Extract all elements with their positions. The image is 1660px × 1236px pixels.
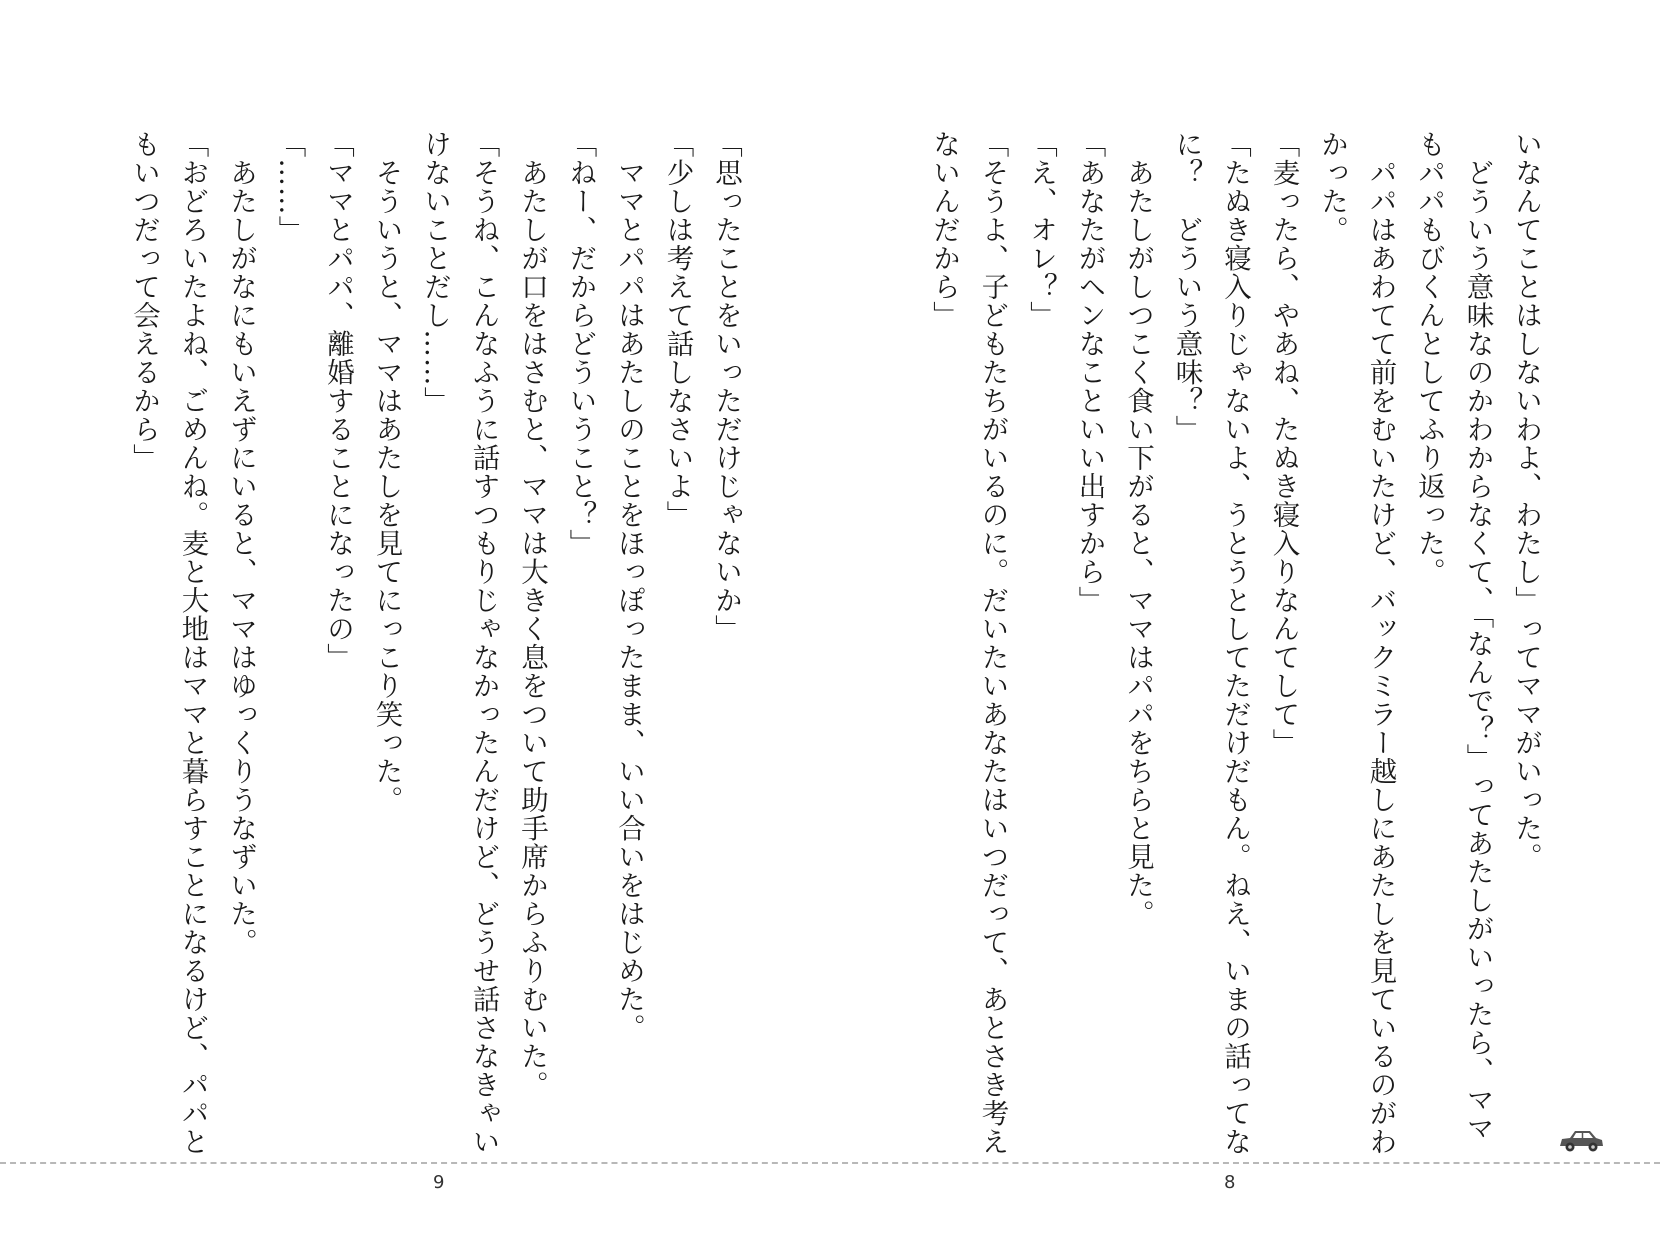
text-line: に？ どういう意味？」 xyxy=(1170,130,1203,444)
text-line: どういう意味なのかわからなくて、「なんで？」ってあたしがいったら、ママ xyxy=(1461,130,1494,1143)
text-line: 「ママとパパ、離婚することになったの」 xyxy=(322,130,354,672)
text-line: 「少しは考えて話しなさいよ」 xyxy=(661,130,694,529)
text-line: もパパもびくんとしてふり返った。 xyxy=(1413,130,1445,586)
right-page-body xyxy=(925,130,1550,1156)
page-number-right: 8 xyxy=(1224,1172,1236,1193)
text-line: いなんてことはしないわよ、わたし」ってママがいった。 xyxy=(1510,130,1542,871)
text-line: 「え、オレ？」 xyxy=(1025,130,1057,330)
left-page xyxy=(128,130,750,1156)
text-line: 「ねー、だからどういうこと？」 xyxy=(564,130,597,558)
text-line: 「麦ったら、やあね、たぬき寝入りなんてして」 xyxy=(1267,130,1300,757)
text-line: けないことだし……」 xyxy=(419,130,451,415)
car-icon xyxy=(1556,1126,1606,1156)
text-line: ないんだから」 xyxy=(928,130,960,330)
text-line: 「あなたがヘンなこといい出すから」 xyxy=(1073,130,1106,615)
text-line: あたしがしつこく食い下がると、ママはパパをちらと見た。 xyxy=(1122,130,1154,928)
right-page xyxy=(925,130,1550,1156)
text-line: 「そうね、こんなふうに話すつもりじゃなかったんだけど、どうせ話さなきゃい xyxy=(467,130,500,1156)
text-line: ママとパパはあたしのことをほっぽったまま、いい合いをはじめた。 xyxy=(613,130,645,1042)
left-page-body xyxy=(128,130,750,1156)
text-line: 「思ったことをいっただけじゃないか」 xyxy=(710,130,742,643)
page-number-left: 9 xyxy=(433,1172,445,1193)
text-line: あたしがなにもいえずにいると、ママはゆっくりうなずいた。 xyxy=(225,130,257,957)
text-line: あたしが口をはさむと、ママは大きく息をついて助手席からふりむいた。 xyxy=(516,130,548,1099)
text-line: 「おどろいたよね、ごめんね。麦と大地はママと暮らすことになるけど、パパと xyxy=(176,130,209,1156)
text-line: パパはあわてて前をむいたけど、バックミラー越しにあたしを見ているのがわ xyxy=(1364,130,1397,1156)
text-line: 「そうよ、子どもたちがいるのに。だいたいあなたはいつだって、あとさき考え xyxy=(976,130,1009,1156)
text-line: 「……」 xyxy=(273,130,306,244)
text-line: もいつだって会えるから」 xyxy=(128,130,160,472)
text-line: 「たぬき寝入りじゃないよ、うとうとしてただけだもん。ねえ、いまの話ってな xyxy=(1219,130,1251,1156)
footer-dashed-rule xyxy=(0,1162,1660,1164)
text-line: かった。 xyxy=(1316,130,1348,244)
text-line: そういうと、ママはあたしを見てにっこり笑った。 xyxy=(370,130,403,814)
